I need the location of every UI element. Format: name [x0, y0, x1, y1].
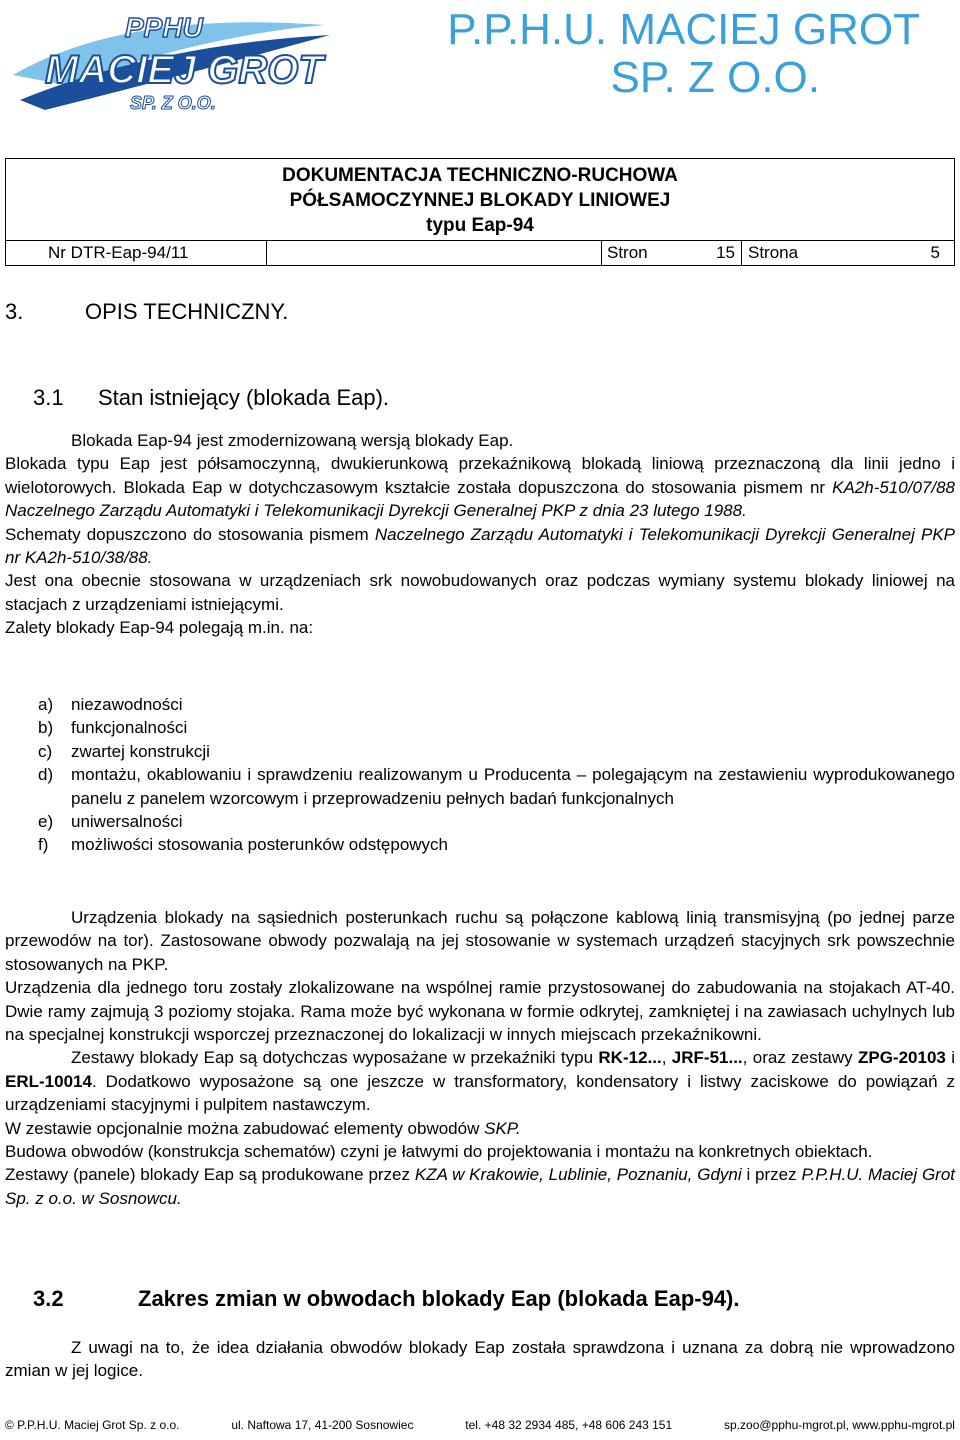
list-item: d) montażu, okablowaniu i sprawdzeniu realizowanym u Producenta – polegającym na zestawieniu wyprodukowanego panelu z panelem wzorcowym i przeprowadzeniu pełnych badań funkcjonalnych — [38, 765, 955, 808]
doc-number: Nr DTR-Eap-94/11 — [48, 243, 189, 262]
section-3-title: OPIS TECHNICZNY. — [85, 299, 289, 324]
page-number-cell — [741, 241, 954, 265]
page-footer — [5, 1418, 955, 1432]
section-3-number: 3. — [5, 299, 24, 324]
logo-graphic — [5, 5, 335, 117]
paragraph: Urządzenia dla jednego toru zostały zlokalizowane na wspólnej ramie przystosowanej do zabudowania na stojakach AT-40. Dwie ramy zajmują 3 poziomy stojaka. Rama może być wykonana w formie odkrytej, zamkniętej i na zawiasach uchylnych lub na specjalnej konstrukcji wsporczej przeznaczonej do lokalizacji w innych miejscach przekaźnikowni. — [5, 978, 955, 1045]
paragraph: Schematy dopuszczono do stosowania pismem Naczelnego Zarządu Automatyki i Telekomunikacji Dyrekcji Generalnej PKP nr KA2h-510/38/88. — [5, 524, 956, 568]
list-item: b) funkcjonalności — [38, 718, 188, 738]
header-title — [6, 159, 954, 238]
company-name — [447, 6, 920, 102]
list-item: a) niezawodności — [38, 695, 183, 714]
section-31-number: 3.1 — [33, 385, 64, 410]
advantages-list — [5, 693, 955, 857]
section-31-heading — [33, 384, 389, 412]
body-text-2 — [5, 906, 955, 1210]
document-header — [5, 158, 955, 266]
body-text-3 — [5, 1336, 955, 1383]
header-title-line2: PÓŁSAMOCZYNNEJ BLOKADY LINIOWEJ — [289, 190, 671, 211]
company-logo — [5, 5, 335, 117]
paragraph: Blokada Eap-94 jest zmodernizowaną wersją blokady Eap. — [71, 431, 514, 450]
company-name-line2: SP. Z O.O. — [610, 53, 820, 102]
list-item: f) możliwości stosowania posterunków odstępowych — [38, 835, 449, 855]
pages-value: 15 — [716, 243, 735, 262]
paragraph: W zestawie opcjonalnie można zabudować elementy obwodów SKP. — [5, 1118, 521, 1138]
footer-contact: sp.zoo@pphu-mgrot.pl, www.pphu-mgrot.pl — [724, 1418, 955, 1432]
logo-line3: SP. Z O.O. — [130, 93, 216, 113]
company-name-line1: P.P.H.U. MACIEJ GROT — [447, 5, 920, 54]
logo-line1: PPHU — [125, 12, 203, 43]
footer-copyright: © P.P.H.U. Maciej Grot Sp. z o.o. — [5, 1418, 180, 1432]
header-title-line3: typu Eap-94 — [426, 215, 534, 236]
section-32-number: 3.2 — [33, 1286, 64, 1311]
list-item: c) zwartej konstrukcji — [38, 741, 210, 761]
paragraph: Zestawy blokady Eap są dotychczas wyposażane w przekaźniki typu RK-12..., JRF-51..., oraz zestawy ZPG-20103 i ERL-10014. Dodatkowo wyposażone są one jeszcze w transformatory, kondensatory i listwy zaciskowe do powiązań z urządzeniami stacyjnymi i pulpitem nastawczym. — [5, 1048, 956, 1115]
pages-label: Stron — [607, 243, 648, 262]
section-31-title: Stan istniejący (blokada Eap). — [98, 385, 390, 410]
paragraph: Zalety blokady Eap-94 polegają m.in. na: — [5, 618, 314, 638]
section-32-heading — [33, 1285, 740, 1313]
pages-total-cell — [601, 241, 741, 265]
page-value: 5 — [930, 243, 940, 262]
paragraph: Budowa obwodów (konstrukcja schematów) czyni je łatwymi do projektowania i montażu na konkretnych obiektach. — [5, 1142, 873, 1162]
paragraph: Urządzenia blokady na sąsiednich posterunkach ruchu są połączone kablową linią transmisyjną (po jednej parze przewodów na tor). Zastosowane obwody pozwalają na jej stosowanie w systemach urządzeń stacyjnych srk powszechnie stosowanych na PKP. — [5, 908, 955, 974]
paragraph: Zestawy (panele) blokady Eap są produkowane przez KZA w Krakowie, Lublinie, Poznaniu, Gdyni i przez P.P.H.U. Maciej Grot Sp. z o.o. w Sosnowcu. — [5, 1165, 956, 1208]
paragraph: Z uwagi na to, że idea działania obwodów blokady Eap została sprawdzona i uznana za dobrą nie wprowadzono zmian w jej logice. — [5, 1338, 955, 1381]
paragraph: Blokada typu Eap jest półsamoczynną, dwukierunkową przekaźnikową blokadą liniową przeznaczoną dla linii jedno i wielotorowych. Blokada Eap w dotychczasowym kształcie została dopuszczona do stosowania pismem nr KA2h-510/07/88 Naczelnego Zarządu Automatyki i Telekomunikacji Dyrekcji Generalnej PKP z dnia 23 lutego 1988. — [5, 454, 955, 521]
header-title-line1: DOKUMENTACJA TECHNICZNO-RUCHOWA — [282, 165, 678, 186]
list-item: e) uniwersalności — [38, 812, 183, 832]
footer-address: ul. Naftowa 17, 41-200 Sosnowiec — [231, 1418, 414, 1432]
logo-line2: MACIEJ GROT — [45, 48, 323, 92]
header-info-row — [6, 240, 954, 265]
section-32-title: Zakres zmian w obwodach blokady Eap (blokada Eap-94). — [138, 1286, 740, 1311]
footer-phone: tel. +48 32 2934 485, +48 606 243 151 — [465, 1418, 673, 1432]
section-3-heading — [5, 298, 288, 326]
page-label: Strona — [748, 243, 799, 262]
paragraph: Jest ona obecnie stosowana w urządzeniach srk nowobudowanych oraz podczas wymiany systemu blokady liniowej na stacjach z urządzeniami istniejącymi. — [5, 571, 955, 614]
header-empty-cell — [266, 241, 602, 265]
body-text-1 — [5, 429, 955, 640]
